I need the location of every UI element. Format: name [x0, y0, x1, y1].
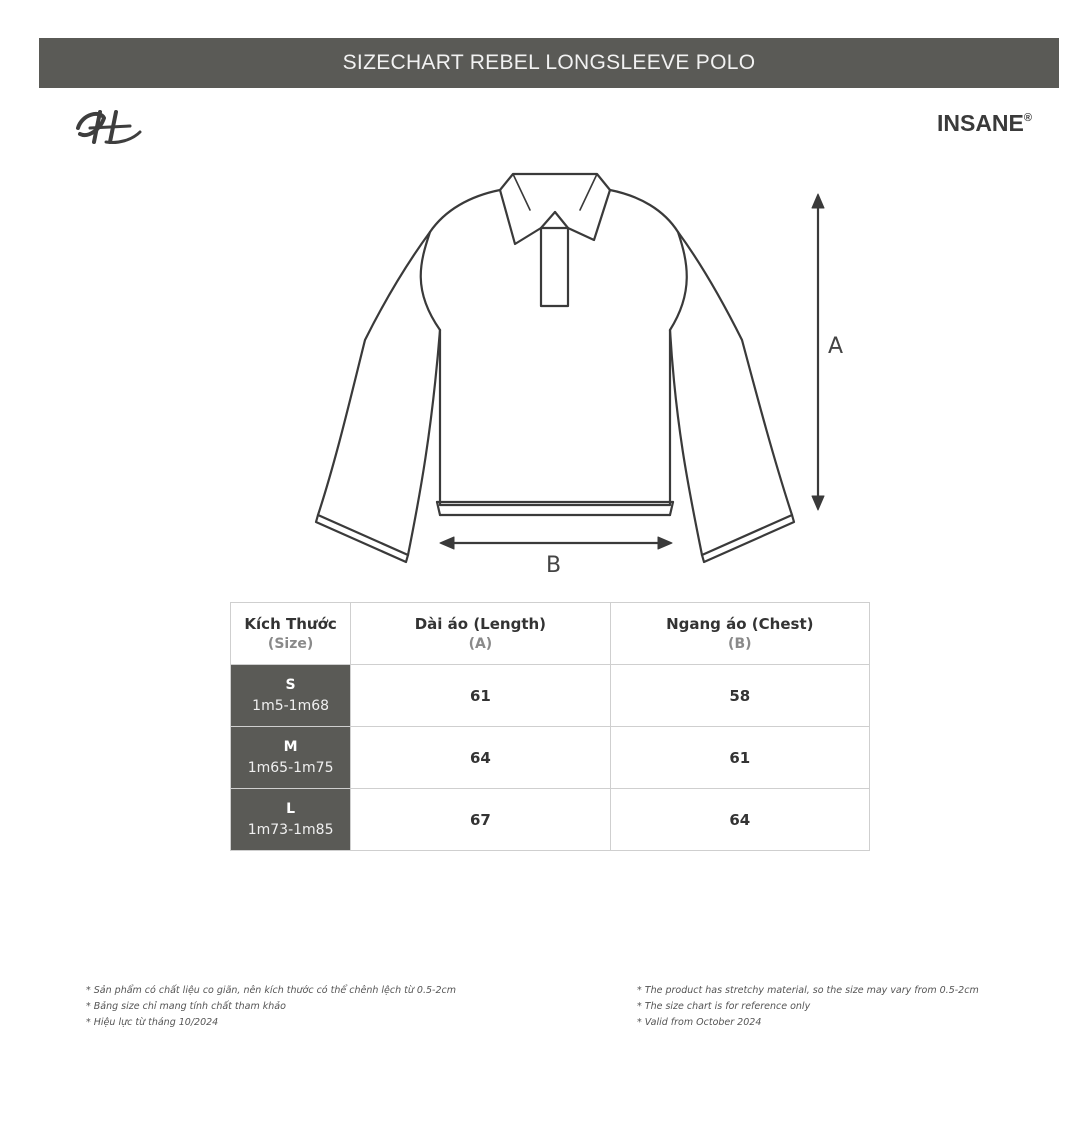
header-chest [610, 603, 869, 665]
header-size-label: Kích Thước [244, 614, 337, 633]
size-code: L [286, 800, 296, 817]
size-cell [231, 789, 351, 851]
size-code: S [285, 676, 296, 693]
dimension-b-label: B [546, 553, 562, 578]
header-chest-label: Ngang áo (Chest) [666, 614, 814, 633]
note-line: * Sản phẩm có chất liệu co giãn, nên kích thước có thể chênh lệch từ 0.5-2cm [86, 985, 456, 996]
size-table [230, 602, 870, 851]
note-line: * The product has stretchy material, so the size may vary from 0.5-2cm [637, 985, 979, 996]
header-length-sub: (A) [468, 635, 493, 652]
chest-value: 64 [610, 789, 869, 851]
size-height: 1m73-1m85 [247, 821, 334, 838]
table-header-row [231, 603, 870, 665]
notes-vietnamese [86, 983, 456, 1031]
header-length [351, 603, 610, 665]
note-line: * Bảng size chỉ mang tính chất tham khảo [86, 1001, 286, 1012]
notes-english [637, 983, 979, 1031]
header-chest-sub: (B) [728, 635, 752, 652]
header-size [231, 603, 351, 665]
collar-left [500, 190, 555, 244]
note-line: * Valid from October 2024 [637, 1017, 762, 1028]
size-cell [231, 727, 351, 789]
placket [541, 228, 568, 306]
length-value: 61 [351, 665, 610, 727]
note-line: * Hiệu lực từ tháng 10/2024 [86, 1017, 219, 1028]
note-line: * The size chart is for reference only [637, 1001, 811, 1012]
table-row [231, 727, 870, 789]
page-title: SIZECHART REBEL LONGSLEEVE POLO [342, 51, 756, 74]
right-sleeve [670, 232, 792, 555]
chest-value: 58 [610, 665, 869, 727]
table-row [231, 789, 870, 851]
length-value: 64 [351, 727, 610, 789]
length-value: 67 [351, 789, 610, 851]
size-code: M [283, 738, 298, 755]
size-height: 1m65-1m75 [247, 759, 334, 776]
brand-text: INSANE [936, 110, 1024, 136]
header-length-label: Dài áo (Length) [414, 614, 547, 633]
table-row [231, 665, 870, 727]
size-height: 1m5-1m68 [252, 697, 330, 714]
header-size-sub: (Size) [267, 635, 314, 652]
chest-value: 61 [610, 727, 869, 789]
body-outline [421, 190, 687, 505]
registered-mark: ® [1023, 112, 1032, 124]
size-cell [231, 665, 351, 727]
collar-right [555, 190, 610, 240]
dimension-a-label: A [828, 334, 844, 359]
